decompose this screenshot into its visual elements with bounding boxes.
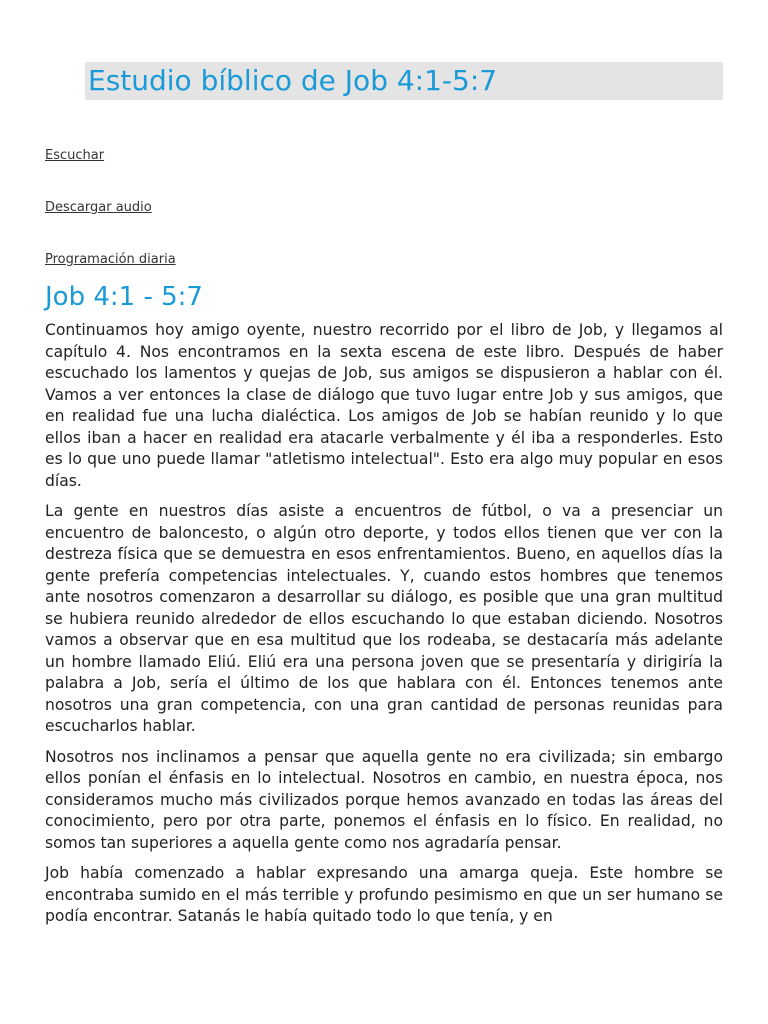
paragraph: Continuamos hoy amigo oyente, nuestro recorrido por el libro de Job, y llegamos al capítulo 4. Nos encontramos en la sexta escena de este libro. Después de haber escuchado los lamentos y quejas de Job, sus amigos se dispusieron a hablar con él. Vamos a ver entonces la clase de diálogo que tuvo lugar entre Job y sus amigos, que en realidad fue una lucha dialéctica. Los amigos de Job se habían reunido y lo que ellos iban a hacer en realidad era atacarle verbalmente y él iba a responderles. Esto es lo que uno puede llamar "atletismo intelectual". Esto era algo muy popular en esos días.: [45, 321, 723, 490]
daily-schedule-link[interactable]: Programación diaria: [45, 252, 176, 267]
page-title: Estudio bíblico de Job 4:1-5:7: [88, 64, 498, 97]
listen-link[interactable]: Escuchar: [45, 148, 105, 163]
paragraph: Job había comenzado a hablar expresando una amarga queja. Este hombre se encontraba sumido en el más terrible y profundo pesimismo en que un ser humano se podía encontrar. Satanás le había quitado todo lo que tenía, y en: [45, 864, 723, 925]
paragraph: La gente en nuestros días asiste a encuentros de fútbol, o va a presenciar un encuentro de baloncesto, o algún otro deporte, y todos ellos tienen que ver con la destreza física que se demuestra en esos enfrentamientos. Bueno, en aquellos días la gente prefería competencias intelectuales. Y, cuando estos hombres que tenemos ante nosotros comenzaron a desarrollar su diálogo, es posible que una gran multitud se hubiera reunido alrededor de ellos escuchando lo que estaban diciendo. Nosotros vamos a observar que en esa multitud que los rodeaba, se destacaría más adelante un hombre llamado Eliú. Eliú era una persona joven que se presentaría y dirigiría la palabra a Job, sería el último de los que hablara con él. Entonces tenemos ante nosotros una gran competencia, con una gran cantidad de personas reunidas para escucharlos hablar.: [45, 502, 723, 735]
title-bar: [85, 62, 723, 100]
article-body: [45, 320, 723, 937]
paragraph: Nosotros nos inclinamos a pensar que aquella gente no era civilizada; sin embargo ellos ponían el énfasis en lo intelectual. Nosotros en cambio, en nuestra época, nos consideramos mucho más civilizados porque hemos avanzado en todas las áreas del conocimiento, pero por otra parte, ponemos el énfasis en lo físico. En realidad, no somos tan superiores a aquella gente como nos agradaría pensar.: [45, 747, 723, 852]
section-heading: Job 4:1 - 5:7: [45, 282, 203, 312]
download-audio-link[interactable]: Descargar audio: [45, 200, 152, 215]
